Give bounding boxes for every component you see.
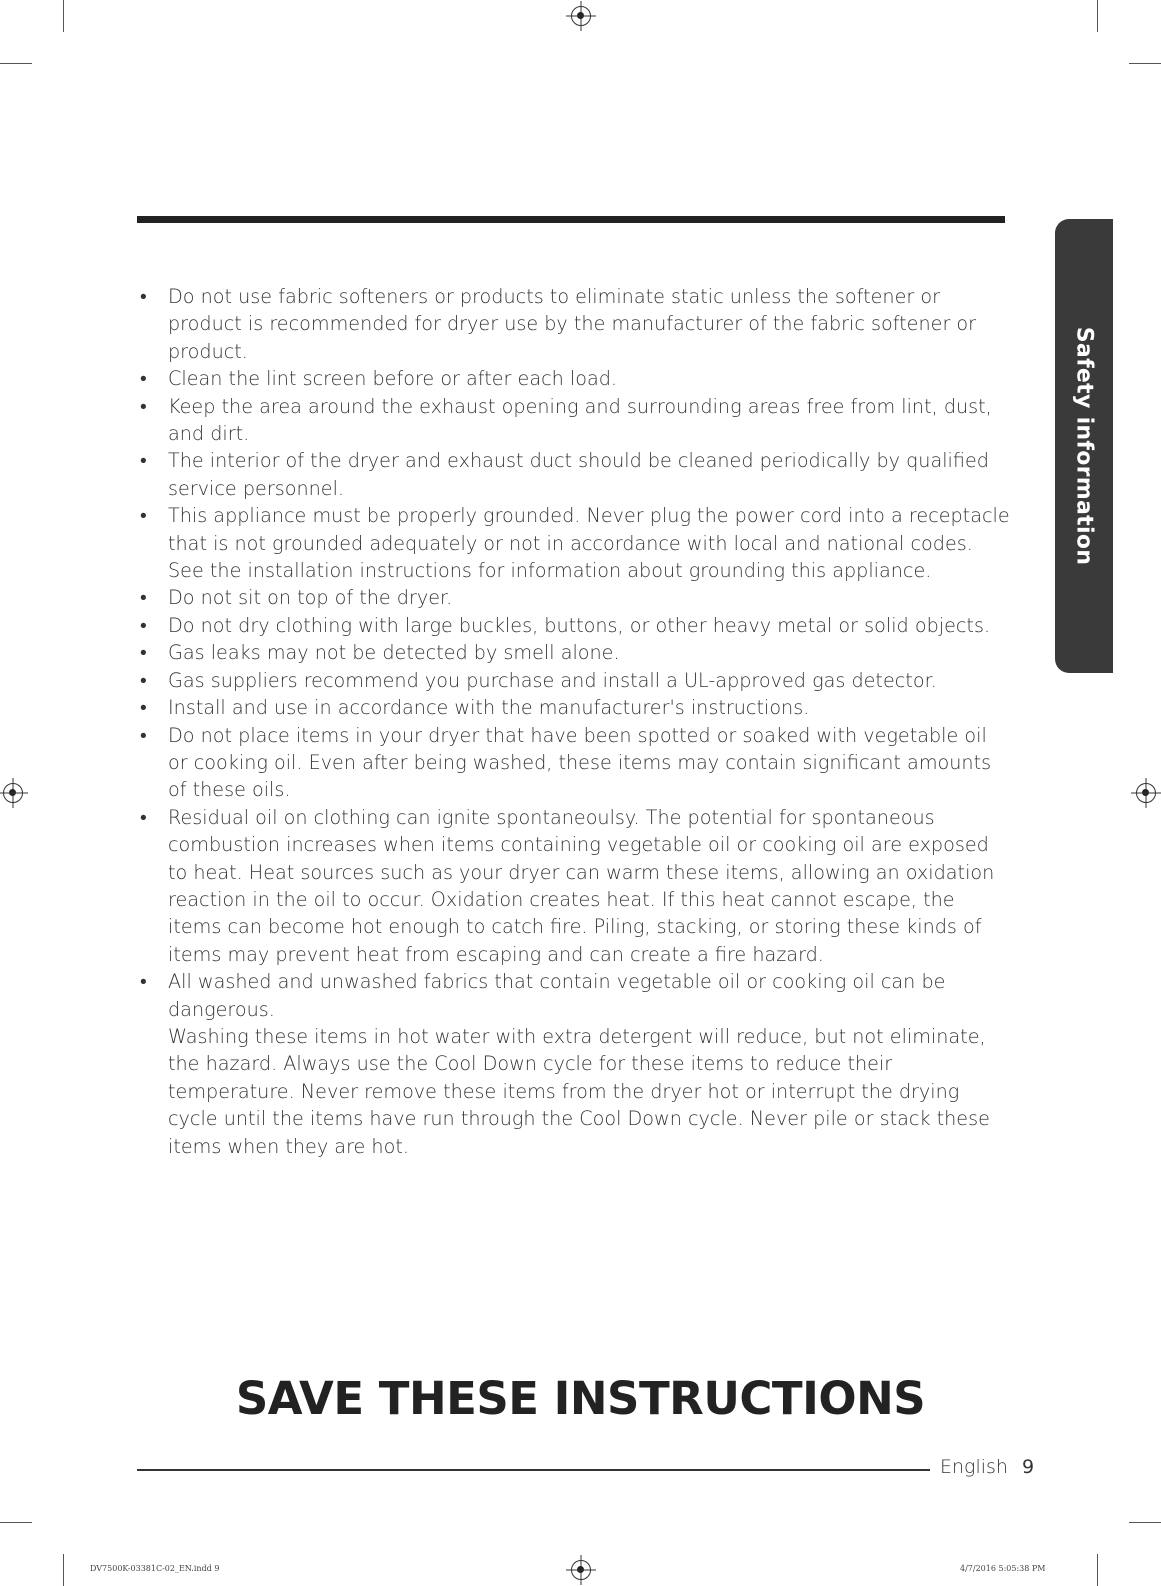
list-item [140, 968, 1010, 1160]
list-item [140, 393, 1010, 448]
bullet: • [140, 641, 147, 665]
footer-language: English [940, 1456, 1008, 1478]
bullet: • [140, 394, 147, 418]
bullet: • [140, 668, 147, 692]
list-item-text: Install and use in accordance with the manufacturer's instructions. [168, 696, 810, 720]
crop-mark [63, 1554, 64, 1586]
bullet: • [140, 723, 147, 747]
registration-mark-icon [571, 6, 591, 26]
crop-mark [1097, 0, 1098, 32]
bullet: • [140, 613, 147, 637]
list-item [140, 365, 1010, 392]
list-item-text: The interior of the dryer and exhaust duct should be cleaned periodically by qualified service personnel. [168, 449, 989, 500]
section-tab [1055, 219, 1113, 673]
list-item-text: Do not place items in your dryer that have been spotted or soaked with vegetable oil or cooking oil. Even after being washed, these items may contain significant amounts of these oils. [168, 723, 992, 802]
bullet: • [140, 805, 147, 829]
list-item-text: All washed and unwashed fabrics that contain vegetable oil or cooking oil can be dangerous. [168, 970, 946, 1021]
section-tab-label: Safety information [1071, 326, 1097, 566]
list-item-text: Do not use fabric softeners or products to eliminate static unless the softener or product is recommended for dryer use by the manufacturer of the fabric softener or product. [168, 285, 977, 363]
list-item-text: Gas leaks may not be detected by smell alone. [168, 641, 620, 665]
list-item-text: Gas suppliers recommend you purchase and install a UL-approved gas detector. [168, 668, 937, 692]
bullet: • [140, 696, 147, 720]
list-item [140, 447, 1010, 502]
list-item [140, 283, 1010, 365]
list-item-text: Residual oil on clothing can ignite spontaneoulsy. The potential for spontaneous combustion increases when items containing vegetable oil or cooking oil are exposed to heat. Heat sources such as your dryer can warm these items, allowing an oxidation reaction in the oil to occur. Oxidation creates heat. If this heat cannot escape, the items can become hot enough to catch fire. Piling, stacking, or storing these kinds of items may prevent heat from escaping and can create a fire hazard. [168, 805, 995, 966]
print-slug-file: DV7500K-03381C-02_EN.indd 9 [90, 1564, 220, 1573]
list-item [140, 667, 1010, 694]
list-item [140, 584, 1010, 611]
bullet: • [140, 504, 147, 528]
list-item [140, 804, 1010, 968]
list-item [140, 639, 1010, 666]
bullet: • [140, 449, 147, 473]
list-item-text: Clean the lint screen before or after each load. [168, 367, 618, 391]
crop-mark [63, 0, 64, 32]
page-number: 9 [1022, 1456, 1035, 1478]
registration-mark-icon [1136, 783, 1156, 803]
print-slug-timestamp: 4/7/2016 5:05:38 PM [960, 1564, 1046, 1573]
header-rule [137, 216, 1005, 223]
list-item [140, 694, 1010, 721]
list-item-text: Do not sit on top of the dryer. [168, 586, 453, 610]
list-item-text: Washing these items in hot water with extra detergent will reduce, but not eliminate, the hazard. Always use the Cool Down cycle for these items to reduce their temperature. Never remove these items from the dryer hot or interrupt the drying cycle until the items have run through the Cool Down cycle. Never pile or stack these items when they are hot. [168, 1024, 990, 1158]
bullet: • [140, 970, 147, 994]
footer-rule [137, 1469, 930, 1471]
save-instructions-heading: SAVE THESE INSTRUCTIONS [235, 1372, 926, 1425]
bullet: • [140, 285, 147, 308]
list-item [140, 502, 1010, 584]
list-item-text: Keep the area around the exhaust opening and surrounding areas free from lint, dust, and dirt. [168, 394, 992, 446]
bullet: • [140, 367, 147, 391]
crop-mark [1129, 1522, 1161, 1523]
crop-mark [0, 63, 32, 64]
list-item [140, 722, 1010, 804]
list-item-text: This appliance must be properly grounded. Never plug the power cord into a receptacle that is not grounded adequately or not in accordance with local and national codes. See the installation instructions for information about grounding this appliance. [168, 504, 1010, 583]
crop-mark [1097, 1554, 1098, 1586]
registration-mark-icon [3, 783, 23, 803]
bullet: • [140, 586, 147, 610]
list-item [140, 612, 1010, 639]
registration-mark-icon [571, 1560, 591, 1580]
safety-instructions-list [140, 283, 1010, 1160]
crop-mark [0, 1522, 32, 1523]
crop-mark [1129, 63, 1161, 64]
list-item-text: Do not dry clothing with large buckles, buttons, or other heavy metal or solid objects. [168, 613, 991, 637]
